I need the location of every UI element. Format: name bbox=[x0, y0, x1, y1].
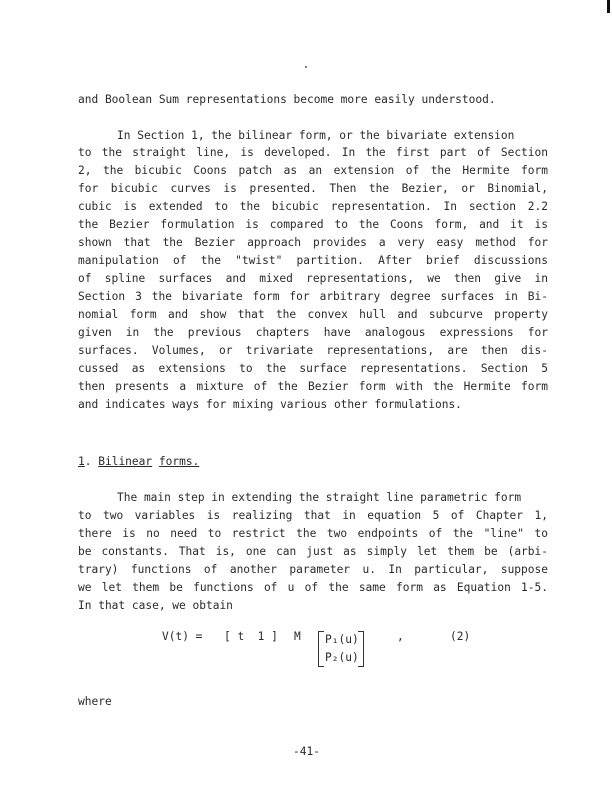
paragraph-line: Section 3 the bivariate form for arbitrary degree surfaces in Bi- bbox=[78, 290, 548, 303]
paragraph-line: trary) functions of another parameter u. In particular, suppose bbox=[78, 563, 548, 576]
paragraph-line: given in the previous chapters have analogous expressions for bbox=[78, 326, 548, 339]
paragraph-line: of spline surfaces and mixed representations, we then give in bbox=[78, 272, 548, 285]
paragraph-line: The main step in extending the straight line parametric form bbox=[117, 491, 522, 504]
paragraph-line: surfaces. Volumes, or trivariate representations, are then dis- bbox=[78, 344, 548, 357]
paragraph-line: In Section 1, the bilinear form, or the bivariate extension bbox=[117, 129, 515, 142]
section-title-word: forms. bbox=[158, 455, 200, 468]
paragraph-line: to the straight line, is developed. In the first part of Section bbox=[78, 146, 548, 159]
paragraph-line: nomial form and show that the convex hull and subcurve property bbox=[78, 308, 548, 321]
equation-column-vector bbox=[318, 631, 364, 667]
paragraph-line: the Bezier formulation is compared to the Coons form, and it is bbox=[78, 218, 548, 231]
page-edge-mark bbox=[607, 0, 610, 13]
paragraph-line: manipulation of the "twist" partition. After brief discussions bbox=[78, 254, 548, 267]
page-number: -41- bbox=[293, 745, 320, 758]
paragraph-line: to two variables is realizing that in equation 5 of Chapter 1, bbox=[78, 509, 548, 522]
paragraph-line: be constants. That is, one can just as simply let them be (arbi- bbox=[78, 545, 548, 558]
paragraph-line: shown that the Bezier approach provides a very easy method for bbox=[78, 236, 548, 249]
text-line: and Boolean Sum representations become more easily understood. bbox=[78, 93, 496, 106]
scan-speck bbox=[305, 66, 307, 68]
paragraph-line: then presents a mixture of the Bezier form with the Hermite form bbox=[78, 380, 548, 393]
vector-entry-p2: P₂(u) bbox=[325, 651, 359, 664]
paragraph-line: for bicubic curves is presented. Then the Bezier, or Binomial, bbox=[78, 182, 548, 195]
paragraph-line: and indicates ways for mixing various other formulations. bbox=[78, 398, 462, 411]
paragraph-line: 2, the bicubic Coons patch as an extension of the Hermite form bbox=[78, 164, 548, 177]
paragraph-line: there is no need to restrict the two endpoints of the "line" to bbox=[78, 527, 548, 540]
equation-label: (2) bbox=[450, 630, 471, 643]
paragraph-line: cussed as extensions to the surface representations. Section 5 bbox=[78, 362, 548, 375]
section-title-word: Bilinear bbox=[98, 455, 153, 468]
equation-row-vector: [ t 1 ] bbox=[224, 630, 278, 643]
section-number: 1 bbox=[78, 455, 85, 468]
text-line: where bbox=[78, 695, 112, 708]
equation-matrix-symbol: M bbox=[294, 630, 301, 643]
section-heading: 1. Bilinear forms. bbox=[78, 455, 200, 468]
equation-comma: , bbox=[397, 630, 404, 643]
paragraph-line: cubic is extended to the bicubic representation. In section 2.2 bbox=[78, 200, 548, 213]
vector-entry-p1: P₁(u) bbox=[325, 633, 359, 646]
equation-lhs: V(t) = bbox=[162, 630, 203, 643]
paragraph-line: we let them be functions of u of the same form as Equation 1-5. bbox=[78, 581, 548, 594]
paragraph-line: In that case, we obtain bbox=[78, 599, 233, 612]
